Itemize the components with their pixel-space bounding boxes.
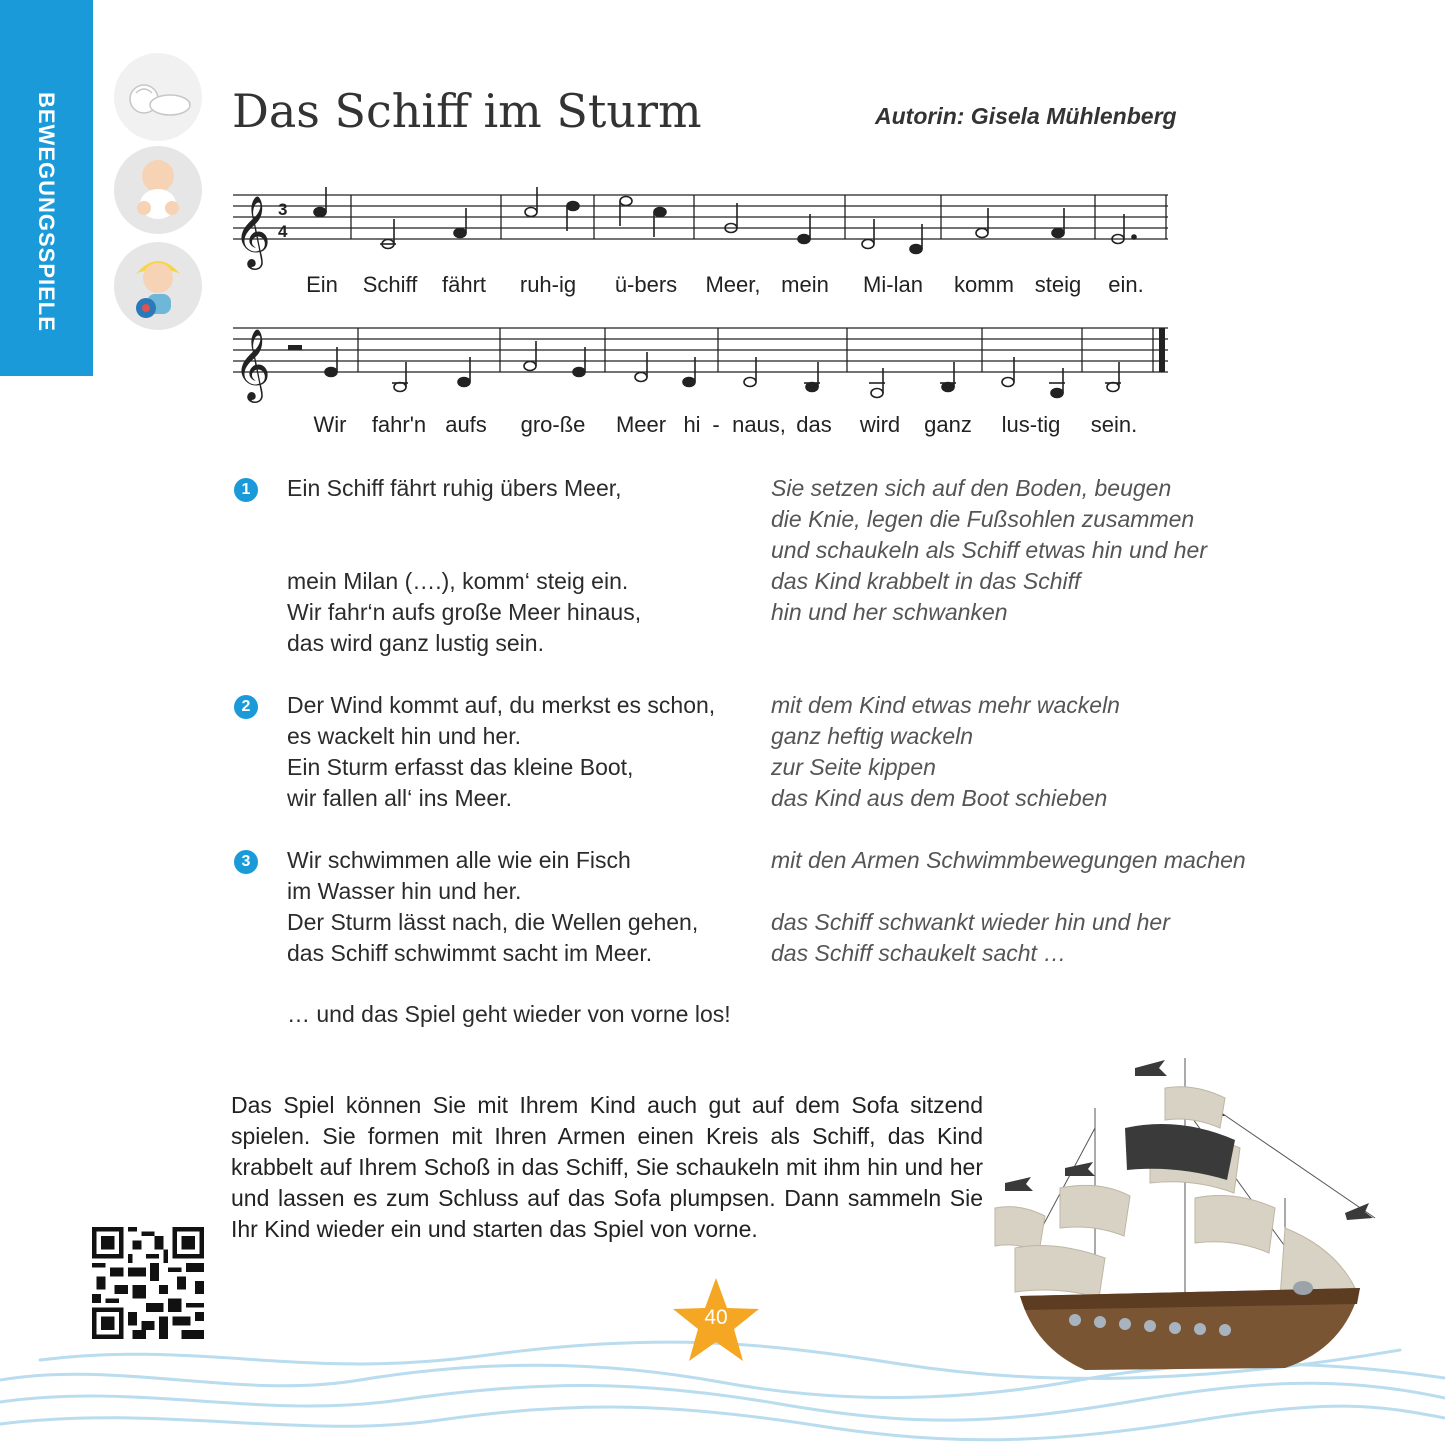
lyric-syllable: Mi-lan bbox=[863, 272, 923, 297]
lyric-syllable: fährt bbox=[441, 272, 487, 297]
verse-line: das wird ganz lustig sein. bbox=[287, 630, 544, 656]
lyric-syllable: sein. bbox=[1090, 412, 1138, 437]
svg-text:𝄞: 𝄞 bbox=[234, 327, 271, 400]
verse-line: Wir fahr‘n aufs große Meer hinaus, bbox=[287, 599, 642, 625]
verse-line: Wir schwimmen alle wie ein Fisch bbox=[287, 847, 631, 873]
verse-2-lyrics bbox=[287, 690, 715, 814]
action-line: ganz heftig wackeln bbox=[771, 723, 974, 749]
lyric-syllable: ganz bbox=[924, 412, 972, 437]
verse-line: das Schiff schwimmt sacht im Meer. bbox=[287, 940, 653, 966]
lyric-syllable: fahr'n bbox=[371, 412, 427, 437]
verse-1-lyrics bbox=[287, 473, 641, 659]
toddler-with-ball-icon bbox=[114, 242, 202, 330]
svg-text:3: 3 bbox=[278, 200, 288, 219]
pirate-ship-illustration bbox=[985, 1048, 1385, 1378]
action-line: und schaukeln als Schiff etwas hin und her bbox=[771, 537, 1207, 563]
lyric-syllable: naus, bbox=[732, 412, 786, 437]
lyric-syllable: Wir bbox=[313, 412, 347, 437]
verse-number-2: 2 bbox=[234, 695, 258, 719]
lyric-syllable: lus-tig bbox=[1001, 412, 1061, 437]
baby-lying-icon bbox=[114, 53, 202, 141]
verse-line: im Wasser hin und her. bbox=[287, 878, 522, 904]
lyric-syllable: komm bbox=[954, 272, 1014, 297]
verse-number-1: 1 bbox=[234, 478, 258, 502]
action-line: zur Seite kippen bbox=[771, 754, 936, 780]
lyric-syllable: hi bbox=[683, 412, 701, 437]
lyric-syllable: Schiff bbox=[362, 272, 418, 297]
action-line: das Schiff schaukelt sacht … bbox=[771, 940, 1067, 966]
verse-line: Ein Sturm erfasst das kleine Boot, bbox=[287, 754, 634, 780]
instructions-paragraph: Das Spiel können Sie mit Ihrem Kind auch gut auf dem Sofa sitzend spielen. Sie formen mit Ihren Armen einen Kreis als Schiff, das Kind krabbelt auf Ihrem Schoß in das Schiff, Sie schaukeln mit ihm hin und her und lassen es zum Schluss auf das Sofa plumpsen. Dann sammeln Sie Ihr Kind wieder ein und starten das Spiel von vorne. bbox=[231, 1092, 983, 1242]
verse-3-actions bbox=[771, 845, 1246, 969]
verse-number-3: 3 bbox=[234, 850, 258, 874]
music-staff-1 bbox=[228, 185, 1173, 275]
action-line: das Kind aus dem Boot schieben bbox=[771, 785, 1108, 811]
action-line: Sie setzen sich auf den Boden, beugen bbox=[771, 475, 1172, 501]
music-staff-2 bbox=[228, 318, 1173, 408]
lyric-syllable: ein. bbox=[1108, 272, 1144, 297]
author-credit: Autorin: Gisela Mühlenberg bbox=[875, 103, 1177, 129]
lyric-syllable: Meer, bbox=[705, 272, 761, 297]
lyric-syllable: aufs bbox=[445, 412, 487, 437]
action-line: mit dem Kind etwas mehr wackeln bbox=[771, 692, 1120, 718]
lyric-syllable: steig bbox=[1034, 272, 1082, 297]
lyric-syllable: - bbox=[712, 412, 720, 437]
lyric-syllable: mein bbox=[781, 272, 829, 297]
outro-line: … und das Spiel geht wieder von vorne los! bbox=[287, 1001, 731, 1027]
lyric-syllable: gro-ße bbox=[520, 412, 586, 437]
action-line: das Kind krabbelt in das Schiff bbox=[771, 568, 1081, 594]
action-line: hin und her schwanken bbox=[771, 599, 1008, 625]
svg-text:4: 4 bbox=[278, 222, 288, 241]
verse-line: es wackelt hin und her. bbox=[287, 723, 521, 749]
verse-line: mein Milan (….), komm‘ steig ein. bbox=[287, 568, 629, 594]
baby-sitting-icon bbox=[114, 146, 202, 234]
action-line: das Schiff schwankt wieder hin und her bbox=[771, 909, 1170, 935]
verse-line: Der Wind kommt auf, du merkst es schon, bbox=[287, 692, 716, 718]
page-title: Das Schiff im Sturm bbox=[232, 84, 702, 138]
verse-2-actions bbox=[771, 690, 1120, 814]
action-line: mit den Armen Schwimmbewegungen machen bbox=[771, 847, 1246, 873]
page-number: 40 bbox=[704, 1306, 728, 1329]
lyric-syllable: wird bbox=[859, 412, 901, 437]
verse-3-lyrics bbox=[287, 845, 698, 969]
verse-line: Ein Schiff fährt ruhig übers Meer, bbox=[287, 475, 622, 501]
verse-line: Der Sturm lässt nach, die Wellen gehen, bbox=[287, 909, 699, 935]
action-line: die Knie, legen die Fußsohlen zusammen bbox=[771, 506, 1195, 532]
verse-1-actions bbox=[771, 473, 1207, 628]
lyric-syllable: Ein bbox=[306, 272, 338, 297]
svg-text:𝄞: 𝄞 bbox=[234, 194, 271, 267]
lyric-syllable: ruh-ig bbox=[519, 272, 577, 297]
lyric-syllable: das bbox=[796, 412, 832, 437]
verse-line: wir fallen all‘ ins Meer. bbox=[287, 785, 512, 811]
lyric-syllable: Meer bbox=[615, 412, 667, 437]
lyric-syllable: ü-bers bbox=[614, 272, 678, 297]
category-label: BEWEGUNGSSPIELE bbox=[34, 92, 59, 332]
